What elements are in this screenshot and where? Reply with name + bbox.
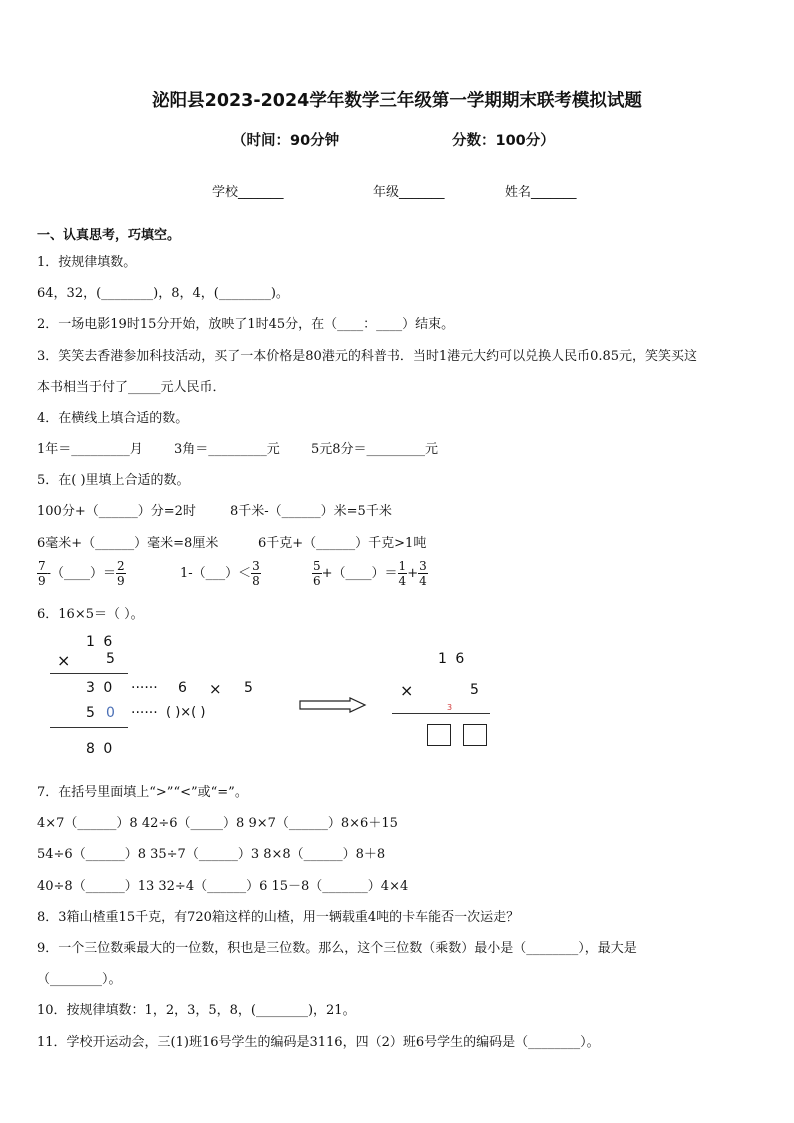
total-score: 分数：100分）: [452, 133, 555, 149]
q5-a: 100分+（______）分=2时: [37, 504, 196, 519]
q4-stem: 4．在横线上填合适的数。: [37, 411, 189, 426]
q1-line: 64，32，(________)，8，4，(________)。: [37, 286, 289, 301]
divider-line: [392, 713, 490, 714]
q4-c: 5元8分＝_________元: [311, 442, 439, 457]
q7-row1: 4×7（______）8 42÷6（_____）8 9×7（______）8×6＋15: [37, 816, 398, 831]
q10: 10．按规律填数：1，2，3，5，8，(________)，21。: [37, 1003, 356, 1018]
q7-row3: 40÷8（______）13 32÷4（______）6 15－8（_______）4×4: [37, 879, 409, 894]
expr-a: 6: [178, 680, 187, 696]
expr-times: ×: [209, 680, 222, 698]
dots: ······: [131, 680, 158, 696]
section-heading: 一、认真思考，巧填空。: [37, 228, 181, 243]
expr-b: 5: [244, 680, 253, 696]
q4-b: 3角＝_________元: [174, 442, 280, 457]
expr-blank: ( )×( ): [166, 705, 206, 720]
q3-line1: 3．笑笑去香港参加科技活动，买了一本价格是80港元的科普书．当时1港元大约可以兑换人民币0.85元，笑笑买这: [37, 349, 698, 364]
multiplier: 5: [106, 651, 115, 667]
divider-line: [50, 727, 128, 728]
q5-fraction-1: $\frac{7}{9}$ -（____）＝ $\frac{2}{9}$: [38, 559, 125, 588]
q5-b: 8千米-（______）米=5千米: [230, 504, 392, 519]
times-sign: ×: [400, 681, 414, 700]
q3-line2: 本书相当于付了_____元人民币．: [37, 380, 226, 395]
q5-fraction-3: $\frac{5}{6}$ +（____）＝ $\frac{1}{4}$ + $\frac{3}{4}$: [313, 559, 427, 588]
answer-box[interactable]: [427, 724, 451, 746]
q11: 11．学校开运动会，三(1)班16号学生的编码是3116，四（2）班6号学生的编码是（________）。: [37, 1035, 600, 1050]
q7-row2: 54÷6（______）8 35÷7（______）3 8×8（______）8＋8: [37, 847, 386, 862]
fraction: $\frac{1}{4}$: [398, 559, 407, 588]
multiplicand: 1 6: [86, 634, 115, 650]
fraction: $\frac{2}{9}$: [117, 559, 125, 588]
dots: ······: [131, 705, 158, 721]
q6-stem: 6．16×5＝（ ）。: [37, 607, 144, 622]
q5-fraction-2: 1-（___）＜ $\frac{3}{8}$: [180, 559, 260, 588]
q9-line2: （________）。: [37, 972, 122, 987]
q5-d: 6千克+（______）千克>1吨: [258, 536, 427, 551]
multiplier: 5: [470, 682, 479, 698]
answer-box[interactable]: [463, 724, 487, 746]
grade-field: 年级_______: [373, 185, 445, 200]
q9-line1: 9．一个三位数乘最大的一位数，积也是三位数。那么，这个三位数（乘数）最小是（________），最大是: [37, 941, 637, 956]
q7-stem: 7．在括号里面填上“>”“<”或“=”。: [37, 785, 248, 800]
name-field: 姓名_______: [505, 185, 577, 200]
carry-digit: 3: [447, 703, 453, 712]
right-arrow-icon: [298, 697, 368, 713]
partial-product-2-ones: 0: [106, 705, 115, 721]
fraction: $\frac{3}{8}$: [252, 559, 260, 588]
multiplicand: 1 6: [438, 651, 467, 667]
partial-product-1: 3 0: [86, 680, 115, 696]
times-sign: ×: [57, 651, 71, 670]
partial-product-2-tens: 5: [86, 705, 95, 721]
q8: 8．3箱山楂重15千克，有720箱这样的山楂，用一辆载重4吨的卡车能否一次运走？: [37, 910, 520, 925]
time-limit: （时间：90分钟: [232, 133, 340, 149]
q1-stem: 1．按规律填数。: [37, 255, 137, 270]
q4-a: 1年＝_________月: [37, 442, 143, 457]
exam-title: 泌阳县2023-2024学年数学三年级第一学期期末联考模拟试题: [152, 91, 642, 111]
fraction: $\frac{7}{9}$: [38, 559, 46, 588]
product: 8 0: [86, 741, 115, 757]
divider-line: [50, 673, 128, 674]
q2: 2．一场电影19时15分开始，放映了1时45分，在（____：____）结束。: [37, 317, 455, 332]
school-field: 学校_______: [212, 185, 284, 200]
fraction: $\frac{5}{6}$: [313, 559, 321, 588]
q5-stem: 5．在( )里填上合适的数。: [37, 473, 190, 488]
q5-c: 6毫米+（______）毫米=8厘米: [37, 536, 219, 551]
fraction: $\frac{3}{4}$: [419, 559, 427, 588]
